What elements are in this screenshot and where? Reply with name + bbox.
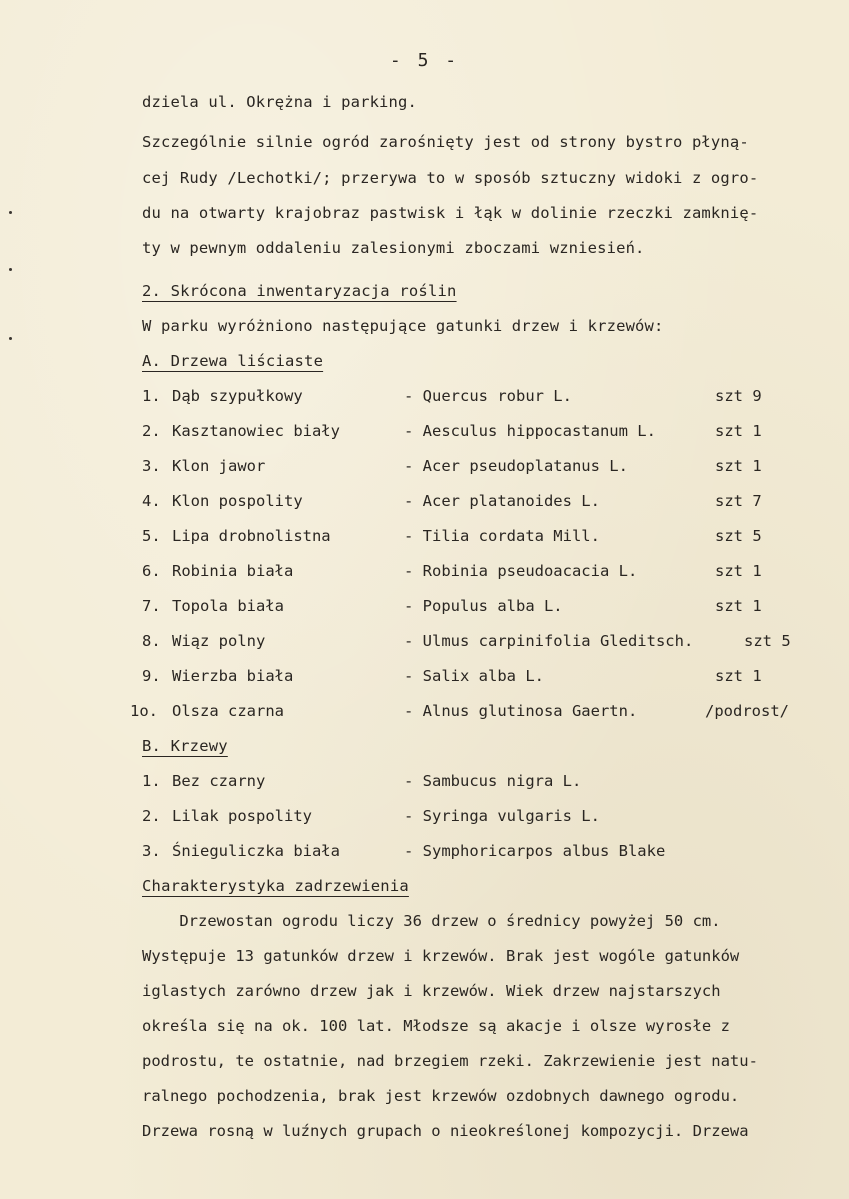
latin-name: - Acer pseudoplatanus L. bbox=[404, 457, 628, 475]
row-number: 2. bbox=[142, 422, 161, 440]
latin-name: - Tilia cordata Mill. bbox=[404, 527, 600, 545]
common-name: Śnieguliczka biała bbox=[172, 842, 340, 860]
punch-hole-mark bbox=[9, 211, 12, 214]
paragraph-line: Występuje 13 gatunków drzew i krzewów. Brak jest wogóle gatunków bbox=[142, 947, 740, 965]
intro-line: ty w pewnym oddaleniu zalesionymi zboczami wzniesień. bbox=[142, 239, 645, 257]
punch-hole-mark bbox=[9, 337, 12, 340]
shrubs-heading: B. Krzewy bbox=[142, 737, 228, 755]
latin-name: - Acer platanoides L. bbox=[404, 492, 600, 510]
row-number: 2. bbox=[142, 807, 161, 825]
table-row bbox=[142, 422, 822, 444]
row-number: 4. bbox=[142, 492, 161, 510]
latin-name: - Syringa vulgaris L. bbox=[404, 807, 600, 825]
table-row bbox=[142, 457, 822, 479]
common-name: Robinia biała bbox=[172, 562, 294, 580]
table-row bbox=[142, 632, 822, 654]
latin-name: - Salix alba L. bbox=[404, 667, 544, 685]
latin-name: - Populus alba L. bbox=[404, 597, 563, 615]
row-number: 1. bbox=[142, 772, 161, 790]
common-name: Klon jawor bbox=[172, 457, 266, 475]
paragraph-line: ralnego pochodzenia, brak jest krzewów ozdobnych dawnego ogrodu. bbox=[142, 1087, 740, 1105]
table-row bbox=[142, 387, 822, 409]
count: szt 9 bbox=[715, 387, 762, 405]
count: szt 7 bbox=[715, 492, 762, 510]
count: szt 5 bbox=[715, 527, 762, 545]
row-number: 9. bbox=[142, 667, 161, 685]
count: szt 1 bbox=[715, 667, 762, 685]
paragraph-line: określa się na ok. 100 lat. Młodsze są akacje i olsze wyrosłe z bbox=[142, 1017, 730, 1035]
characteristics-paragraph bbox=[142, 912, 842, 1140]
latin-name: - Aesculus hippocastanum L. bbox=[404, 422, 656, 440]
count: szt 1 bbox=[715, 597, 762, 615]
row-number: 8. bbox=[142, 632, 161, 650]
table-row bbox=[142, 527, 822, 549]
trees-heading: A. Drzewa liściaste bbox=[142, 352, 324, 370]
table-row bbox=[130, 702, 822, 724]
common-name: Wiąz polny bbox=[172, 632, 266, 650]
row-number: 1o. bbox=[130, 702, 158, 720]
count: szt 1 bbox=[715, 422, 762, 440]
latin-name: - Quercus robur L. bbox=[404, 387, 572, 405]
table-row bbox=[142, 842, 822, 864]
table-row bbox=[142, 492, 822, 514]
count: szt 5 bbox=[744, 632, 791, 650]
table-row bbox=[142, 562, 822, 584]
row-number: 5. bbox=[142, 527, 161, 545]
common-name: Kasztanowiec biały bbox=[172, 422, 340, 440]
paragraph-line: Drzewostan ogrodu liczy 36 drzew o średnicy powyżej 50 cm. bbox=[142, 912, 721, 930]
punch-hole-mark bbox=[9, 268, 12, 271]
common-name: Dąb szypułkowy bbox=[172, 387, 303, 405]
latin-name: - Ulmus carpinifolia Gleditsch. bbox=[404, 632, 694, 650]
latin-name: - Sambucus nigra L. bbox=[404, 772, 582, 790]
intro-line: du na otwarty krajobraz pastwisk i łąk w dolinie rzeczki zamknię- bbox=[142, 204, 759, 222]
count: szt 1 bbox=[715, 562, 762, 580]
page-number: - 5 - bbox=[389, 50, 460, 71]
intro-line: cej Rudy /Lechotki/; przerywa to w sposób sztuczny widoki z ogro- bbox=[142, 169, 759, 187]
common-name: Bez czarny bbox=[172, 772, 266, 790]
common-name: Olsza czarna bbox=[172, 702, 284, 720]
common-name: Wierzba biała bbox=[172, 667, 294, 685]
section-heading: 2. Skrócona inwentaryzacja roślin bbox=[142, 282, 457, 300]
row-number: 7. bbox=[142, 597, 161, 615]
row-number: 3. bbox=[142, 842, 161, 860]
table-row bbox=[142, 597, 822, 619]
latin-name: - Symphoricarpos albus Blake bbox=[404, 842, 666, 860]
count: szt 1 bbox=[715, 457, 762, 475]
common-name: Lilak pospolity bbox=[172, 807, 312, 825]
table-row bbox=[142, 667, 822, 689]
section-intro: W parku wyróżniono następujące gatunki drzew i krzewów: bbox=[142, 317, 664, 335]
paragraph-line: Drzewa rosną w luźnych grupach o nieokreślonej kompozycji. Drzewa bbox=[142, 1122, 749, 1140]
row-number: 3. bbox=[142, 457, 161, 475]
common-name: Topola biała bbox=[172, 597, 284, 615]
count: /podrost/ bbox=[705, 702, 789, 720]
intro-line: dziela ul. Okrężna i parking. bbox=[142, 93, 417, 111]
row-number: 6. bbox=[142, 562, 161, 580]
latin-name: - Alnus glutinosa Gaertn. bbox=[404, 702, 638, 720]
paragraph-line: iglastych zarówno drzew jak i krzewów. Wiek drzew najstarszych bbox=[142, 982, 721, 1000]
latin-name: - Robinia pseudoacacia L. bbox=[404, 562, 638, 580]
common-name: Lipa drobnolistna bbox=[172, 527, 331, 545]
table-row bbox=[142, 807, 822, 829]
table-row bbox=[142, 772, 822, 794]
row-number: 1. bbox=[142, 387, 161, 405]
common-name: Klon pospolity bbox=[172, 492, 303, 510]
intro-line: Szczególnie silnie ogród zarośnięty jest od strony bystro płyną- bbox=[142, 133, 749, 151]
paragraph-line: podrostu, te ostatnie, nad brzegiem rzeki. Zakrzewienie jest natu- bbox=[142, 1052, 758, 1070]
characteristics-heading: Charakterystyka zadrzewienia bbox=[142, 877, 409, 895]
